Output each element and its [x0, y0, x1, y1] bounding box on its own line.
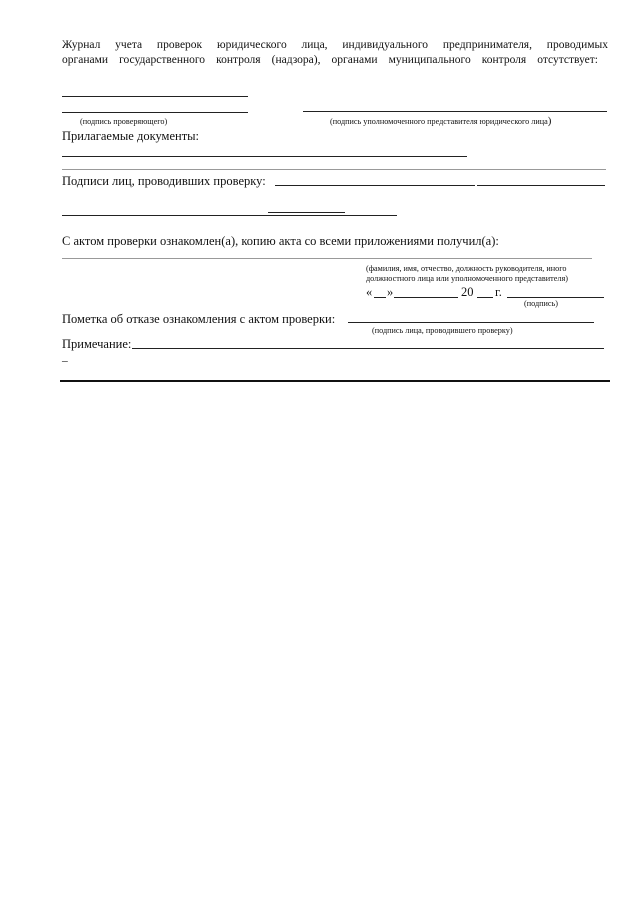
- inspector-signature-line-1: [62, 96, 248, 97]
- refusal-caption: (подпись лица, проводившего проверку): [372, 326, 513, 335]
- acquaintance-label: С актом проверки ознакомлен(а), копию акта со всеми приложениями получил(а):: [62, 234, 499, 248]
- inspectors-signature-line-2: [477, 185, 605, 186]
- attached-documents-line: [62, 156, 467, 157]
- attached-documents-line-2: [62, 169, 606, 170]
- refusal-label: Пометка об отказе ознакомления с актом проверки:: [62, 312, 336, 326]
- date-open-quote: «: [366, 285, 373, 299]
- date-close-quote: »: [387, 285, 394, 299]
- date-century: 20: [461, 285, 474, 299]
- journal-text-line-1: Журнал учета проверок юридического лица, индивидуального предпринимателя, проводимых: [62, 39, 608, 51]
- date-year-suffix: г.: [495, 285, 502, 299]
- note-line: [132, 348, 604, 349]
- journal-text-line-2: органами государственного контроля (надзора), органами муниципального контроля отсутствует:: [62, 54, 598, 66]
- inspector-signature-line-2: [62, 112, 248, 113]
- inspectors-signature-line-3: [62, 215, 397, 216]
- acquaintance-caption-line-1: (фамилия, имя, отчество, должность руководителя, иного: [366, 264, 567, 273]
- date-day-line: [374, 297, 386, 298]
- inspectors-signature-line-4: [268, 212, 345, 213]
- note-label: Примечание:: [62, 337, 132, 351]
- bottom-rule: [60, 380, 610, 382]
- note-dash: –: [62, 355, 68, 367]
- inspector-signature-caption: (подпись проверяющего): [80, 117, 168, 126]
- inspectors-signature-line-1: [275, 185, 475, 186]
- representative-signature-line: [303, 111, 607, 112]
- refusal-line: [348, 322, 594, 323]
- representative-caption-paren: ): [547, 115, 552, 127]
- acquaintance-caption-line-2: должностного лица или уполномоченного представителя): [366, 274, 568, 283]
- acquaintance-line: [62, 258, 592, 259]
- date-year-line: [477, 297, 493, 298]
- representative-signature-caption: (подпись уполномоченного представителя юридического лица: [330, 117, 548, 126]
- acquaintance-sign-caption: (подпись): [524, 299, 558, 308]
- inspectors-signatures-label: Подписи лиц, проводивших проверку:: [62, 174, 266, 188]
- attached-documents-label: Прилагаемые документы:: [62, 129, 200, 143]
- date-month-line: [394, 297, 458, 298]
- representative-caption: [330, 116, 551, 127]
